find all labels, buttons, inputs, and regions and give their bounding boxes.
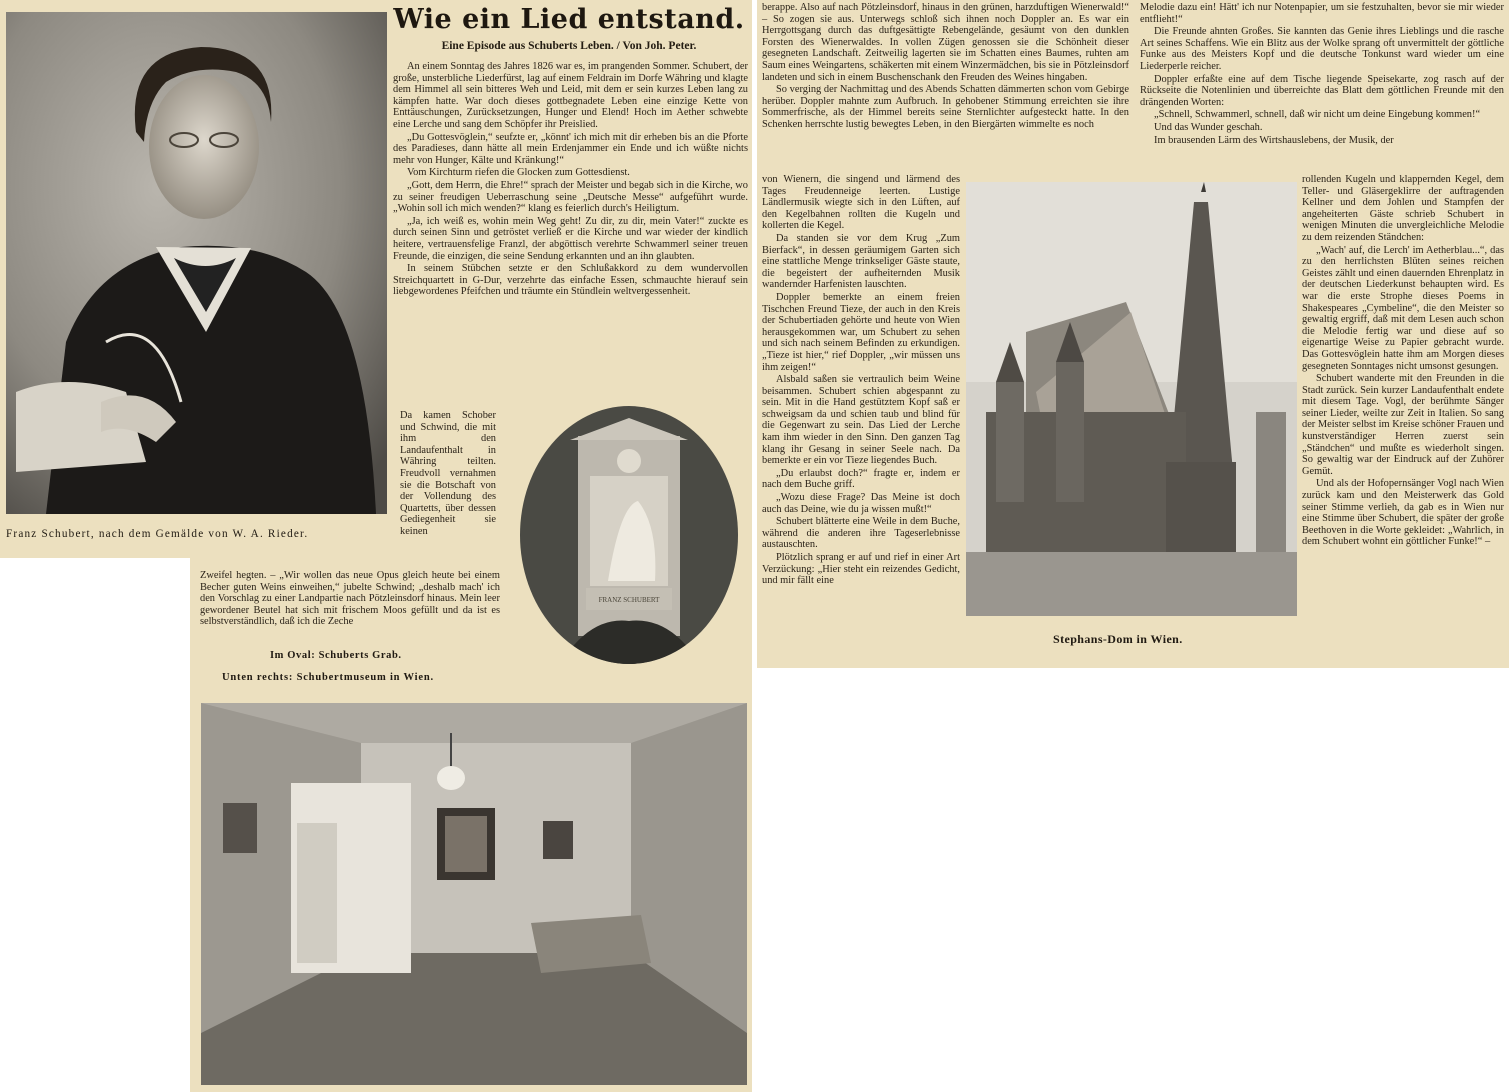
grave-oval-image xyxy=(520,406,738,664)
paragraph: „Du Gottesvöglein,“ seufzte er, „könnt' ich mich mit dir erheben bis an die Pforte des Paradieses, dann hätte all mein Erdenjammer ein Ende und ich wüßte nichts mehr von Hunger, Kälte und Kränkung!“ xyxy=(393,131,748,166)
column-1-bottom-text xyxy=(200,570,500,629)
paragraph: Schubert wanderte mit den Freunden in die Stadt zurück. Sein kurzer Landaufenthalt endete mit diesem Tage. Vogl, der berühmte Sänger seiner Lieder, weilte zur Zeit in Italien. So sang der Meister selbst im Kreise schöner Frauen und kunstverständiger Herren zuerst sein „Ständchen“ und mußte es wiederholt singen. So gewaltig war der Eindruck auf der Zuhörer Gemüt. xyxy=(1302,373,1504,477)
paragraph: Da kamen Schober und Schwind, die mit ihm den Landaufenthalt in Währing teilten. Freudvoll vernahmen sie die Botschaft von der Vollendung des Quartetts, über dessen Gediegenheit sie keinen xyxy=(400,410,496,537)
paragraph: Vom Kirchturm riefen die Glocken zum Gottesdienst. xyxy=(407,167,630,179)
museum-caption: Unten rechts: Schubertmuseum in Wien. xyxy=(222,672,434,683)
grave-inscription: FRANZ SCHUBERT xyxy=(598,596,660,604)
paragraph: „Schnell, Schwammerl, schnell, daß wir nicht um deine Eingebung kommen!“ xyxy=(1154,109,1481,121)
column-2-top-text xyxy=(762,2,1129,132)
schubertmuseum-photo xyxy=(201,703,747,1085)
column-1-narrow-text xyxy=(400,410,496,539)
portrait-caption: Franz Schubert, nach dem Gemälde von W. A. Rieder. xyxy=(6,528,309,540)
paragraph: Doppler erfaßte eine auf dem Tische liegende Speisekarte, zog rasch auf der Rückseite die Notenlinien und überreichte das Blatt dem göttlichen Freunde mit den drängenden Worten: xyxy=(1140,73,1504,108)
paragraph: Da standen sie vor dem Krug „Zum Bierfack“, in dessen geräumigem Garten sich eine stattliche Menge trinkseliger Gäste staute, die begeistert der aufheiternden Musik wandernder Harfenisten lauschten. xyxy=(762,232,960,291)
column-3-top-text xyxy=(1140,2,1504,147)
article-subtitle: Eine Episode aus Schuberts Leben. / Von Joh. Peter. xyxy=(441,40,697,52)
paragraph: Alsbald saßen sie vertraulich beim Weine beisammen. Schubert schien abgespannt zu sein. Mit in die Hand gestütztem Kopf saß er schweigsam da und schien taub und blind für die Gegenwart zu sein. Das Lied der Lerche kam ihm wieder in den Sinn. Den ganzen Tag klang ihr Gesang in seiner Seele nach. Da bemerkte er ein vor Tieze liegendes Buch. xyxy=(762,374,960,467)
paragraph: So verging der Nachmittag und des Abends Schatten dämmerten schon vom Gebirge herüber. Doppler mahnte zum Aufbruch. In gehobener Stimmung erreichten sie ihre Sommerfrische, als der Himmel bereits seine Sternlichter aufgesteckt hatte. In den Schenken herrschte lustig bewegtes Leben, in den Biergärten wimmelte es noch xyxy=(762,84,1129,130)
paragraph: An einem Sonntag des Jahres 1826 war es, im prangenden Sommer. Schubert, der große, unsterbliche Liederfürst, lag auf einem Feldrain im Dorfe Währing und klagte dem Himmel all sein bitteres Weh und Leid, mit dem er sein kurzes Leben lang zu kämpfen hatte. War doch dieses gottbegnadete Leben eine einzige Kette von Enttäuschungen, Zurücksetzungen, Hunger und Elend! Hoch im Aether schwebte eine Lerche und sang dem Schöpfer ihr Preislied. xyxy=(393,61,748,130)
paragraph: Und als der Hofopernsänger Vogl nach Wien zurück kam und den Meisterwerk das Gold seiner Stimme verlieh, da gab es in Wien nur eine Stimme über Schubert, die später der große Beethoven in die Worte gekleidet: „Wahrlich, in dem Schubert wohnt ein göttlicher Funke!“ – xyxy=(1302,478,1504,548)
dom-caption: Stephans-Dom in Wien. xyxy=(1053,632,1183,646)
oval-caption: Im Oval: Schuberts Grab. xyxy=(270,650,402,661)
schubert-portrait xyxy=(6,12,387,514)
column-1-text xyxy=(393,61,748,299)
paragraph: Im brausenden Lärm des Wirtshauslebens, der Musik, der xyxy=(1154,134,1394,146)
paragraph: rollenden Kugeln und klappernden Kegel, dem Teller- und Gläsergeklirre der auftragenden Kellner und dem Johlen und Stampfen der angeheiterten Gäste schrieb Schubert in wenigen Minuten die unvergleichliche Melodie zu dem reizenden Ständchen: xyxy=(1302,174,1504,243)
column-3-narrow-text xyxy=(1302,174,1504,549)
paragraph: „Ja, ich weiß es, wohin mein Weg geht! Zu dir, zu dir, mein Vater!“ zuckte es durch seinen Sinn und getröstet verließ er die Kirche und war wieder der kindlich heitere, vertrauensfelige Franzl, der abgöttisch verehrte Schwammerl seiner treuen Freunde, die einzigen, die seine Sendung erkannten und an ihn glaubten. xyxy=(393,215,748,262)
paragraph: Zweifel hegten. – „Wir wollen das neue Opus gleich heute bei einem Becher guten Weins einweihen,“ jubelte Schwind; „deshalb mach' ich den Vorschlag zu einer Landpartie nach Pötzleinsdorf hinaus. Mein leer gewordener Beutel hat sich mit frischem Moos gefüllt und da ist es selbstverständlich, daß ich die Zeche xyxy=(200,570,500,628)
stephansdom-photo xyxy=(966,182,1297,616)
paragraph: „Wach' auf, die Lerch' im Aetherblau...“, das zu den herrlichsten Blüten seines reichen Geistes zählt und einen dauernden Ehrenplatz in der deutschen Liederkunst behaupten wird. Es war die erste Strophe dieses Poems in Shakespeares „Cymbeline“, die den Meister so gewaltig ergriff, daß mit dem Lesen auch schon die Melodie fertig war und diese auf so eigenartige Weise zu Papier gebracht wurde. Das Gottesvöglein hatte ihm am Morgen dieses gesegneten Sonntages nicht umsonst gesungen. xyxy=(1302,244,1504,372)
paragraph: „Wozu diese Frage? Das Meine ist doch auch das Deine, wie du ja wissen mußt!“ xyxy=(762,492,960,515)
column-2-narrow-text xyxy=(762,174,960,588)
paragraph: „Gott, dem Herrn, die Ehre!“ sprach der Meister und begab sich in die Kirche, wo zu seiner freudigen Ueberraschung seine „Deutsche Messe“ aufgeführt wurde. „Wohin soll ich mich wenden?“ klang es feierlich durch's Heiligtum. xyxy=(393,179,748,215)
paragraph: Die Freunde ahnten Großes. Sie kannten das Genie ihres Lieblings und die rasche Art seines Schaffens. Wie ein Blitz aus der Wolke sprang oft unvermittelt der göttliche Funke aus des Meisters Kopf und die deutsche Tonkunst ward wieder um eine Liederperle reicher. xyxy=(1140,26,1504,72)
paragraph: von Wienern, die singend und lärmend des Tages Freudenneige leerten. Lustige Ländlermusik wiegte sich in den Lüften, auf den Kegelbahnen rollten die Kugeln und kollerten die Kegel. xyxy=(762,174,960,232)
paragraph: In seinem Stübchen setzte er den Schlußakkord zu dem wundervollen Streichquartett in G-Dur, verzehrte das einfache Essen, schmauchte hierauf sein liebgewordenes Pfeifchen und träumte ein Stündlein weltvergessenheit. xyxy=(393,263,748,298)
paragraph: Und das Wunder geschah. xyxy=(1154,121,1263,133)
paragraph: Plötzlich sprang er auf und rief in einer Art Verzückung: „Hier steht ein reizendes Gedicht, und mir fällt eine xyxy=(762,552,960,587)
article-title: Wie ein Lied entstand. xyxy=(393,4,745,35)
paragraph: Schubert blätterte eine Weile in dem Buche, während die anderen ihre Tageserlebnisse austauschten. xyxy=(762,516,960,551)
paragraph: Doppler bemerkte an einem freien Tischchen Freund Tieze, der auch in den Kreis der Schubertiaden gehörte und heute von Wien herausgekommen war, um Schubert zu sehen und sich nach seinem Befinden zu erkundigen. „Tieze ist hier,“ rief Doppler, „wir müssen uns ihm zeigen!“ xyxy=(762,291,960,373)
paragraph: „Du erlaubst doch?“ fragte er, indem er nach dem Buche griff. xyxy=(762,467,960,491)
paragraph: berappe. Also auf nach Pötzleinsdorf, hinaus in den grünen, harzduftigen Wienerwald!“ – So zogen sie aus. Unterwegs schloß sich ihnen noch Doppler an. Es war ein Herrgottsgang durch das duftgesättigte Rebengelände, gesäumt von den dunklen Forsten des Wienerwaldes. In vollen Zügen genossen sie die Schönheit dieser gesegneten Landschaft. Zeitweilig lagerten sie im Schatten eines Baumes, ruhten am Saum eines Weingartens, schäkerten mit einem Winzermädchen, bis sie in Pötzleinsdorf landeten und sich in einem Buschenschank den Freuden des Weines hingaben. xyxy=(762,2,1129,83)
paragraph: Melodie dazu ein! Hätt' ich nur Notenpapier, um sie festzuhalten, bevor sie mir wieder entflieht!“ xyxy=(1140,2,1504,25)
